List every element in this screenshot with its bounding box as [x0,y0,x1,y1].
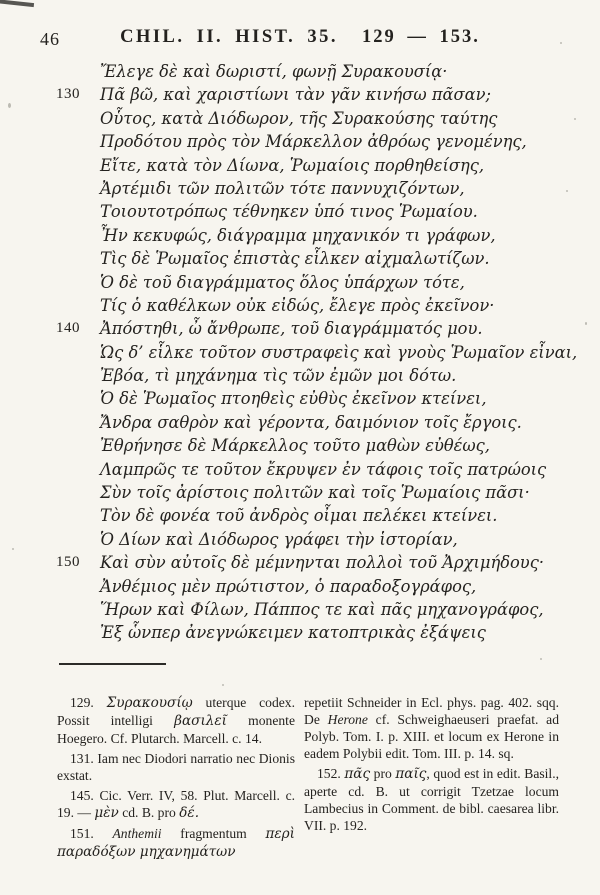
verse-text: Ὁ Δίων καὶ Διόδωρος γράφει τὴν ἱστορίαν, [100,529,458,549]
verse-text: Ἐθρήνησε δὲ Μάρκελλος τοῦτο μαθὼν εὐθέως, [100,436,490,456]
verse-text: Ἐβόα, τὶ μηχάνημα τὶς τῶν ἐμῶν μοι δότω. [100,366,457,386]
verse-line [0,60,600,83]
verse-line [0,621,600,644]
footnote-text: 152. [317,766,345,781]
footnote-text: 129. [70,695,107,710]
footnote-text: , quod est in edit. Basil., aperte cd. B. ut corrigit Tzetzae locum Lambecius in Comment. de bibl. caesarea libr. VII. p. 192. [304,766,560,833]
footnote-italic-text: Herone [327,712,368,727]
verse-line [0,598,600,621]
verse-text: Πᾶ βῶ, καὶ χαριστίωνι τὰν γᾶν κινήσω πᾶσαν; [100,85,492,105]
verse-number: 130 [56,86,80,103]
verse-line [0,247,600,270]
footnote-131 [57,750,295,784]
verse-line [0,411,600,434]
footnote-text: uterque codex. Possit intelligi [57,695,296,728]
verse-line [0,130,600,153]
footnote-text: cf. Schweighaeuseri praefat. ad Polyb. Tom. I. p. XIII. et locum ex Herone in eadem Polybii edit. Tom. III. p. 14. sq. [304,712,559,761]
footnote-text: cd. B. pro [118,805,180,820]
running-title [0,27,600,48]
verse-line [0,294,600,317]
verse-text: Σὺν τοῖς ἀρίστοις πολιτῶν καὶ τοῖς Ῥωμαίοις πᾶσι· [100,483,530,503]
verse-block [0,60,600,645]
verse-text: Προδότου πρὸς τὸν Μάρκελλον ἀθρόως γενομένης, [100,132,527,152]
verse-line [0,177,600,200]
footnote-text: 151. [70,826,113,841]
scan-speck [222,684,224,686]
verse-text: Ἥρων καὶ Φίλων, Πάππος τε καὶ πᾶς μηχανογράφος, [100,599,544,619]
verse-line [0,341,600,364]
footnote-151-continuation [304,694,559,762]
verse-number: 150 [56,554,80,571]
scan-artifact-corner-mark [0,0,34,7]
footnote-greek-text: μὲν [94,805,119,821]
verse-line [0,154,600,177]
footnote-greek-text: περὶ παραδόξων μηχανημάτων [57,826,296,860]
footnote-greek-text: Συρακουσίῳ [106,695,193,711]
verse-text: Τὶς δὲ Ῥωμαῖος ἐπιστὰς εἷλκεν αἰχμαλωτίζων. [100,249,490,269]
footnote-129 [57,694,295,747]
verse-text: Ἦν κεκυφώς, διάγραμμα μηχανικόν τι γράφων, [100,225,496,245]
footnote-151 [57,825,295,861]
verse-range: 129 — 153. [362,27,480,47]
verse-line [0,528,600,551]
verse-line [0,434,600,457]
verse-text: Τίς ὁ καθέλκων οὐκ εἰδώς, ἔλεγε πρὸς ἐκεῖνον· [100,295,495,315]
verse-line [0,224,600,247]
footnote-text: 131. Iam nec Diodori narratio nec Dionis exstat. [57,751,295,783]
verse-text: Εἴτε, κατὰ τὸν Δίωνα, Ῥωμαίοις πορθηθείσης, [100,155,485,175]
verse-line [0,271,600,294]
verse-line [0,575,600,598]
verse-line [0,551,600,574]
running-title-text: CHIL. II. HIST. 35. [120,27,339,47]
verse-text: Ἀνθέμιος μὲν πρώτιστον, ὁ παραδοξογράφος, [100,576,477,596]
verse-text: Λαμπρῶς τε τοῦτον ἔκρυψεν ἐν τάφοις τοῖς πατρώοις [100,459,547,479]
footnote-145 [57,787,295,822]
verse-text: Τοιουτοτρόπως τέθνηκεν ὑπό τινος Ῥωμαίου. [100,202,478,222]
verse-text: Ἐξ ὧνπερ ἀνεγνώκειμεν κατοπτρικὰς ἐξάψεις [100,623,486,643]
footnotes-left-column [57,694,295,864]
footnote-152 [304,765,559,834]
footnote-text: fragmentum [161,826,266,841]
page-header [0,27,600,53]
verse-line [0,387,600,410]
verse-text: Ἀπόστηθι, ὦ ἄνθρωπε, τοῦ διαγράμματός μου. [100,319,483,339]
verse-number: 140 [56,320,80,337]
verse-text: Ὁ δὲ Ῥωμαῖος πτοηθεὶς εὐθὺς ἐκεῖνον κτείνει, [100,389,487,409]
footnote-text: pro [370,766,396,781]
verse-text: Τὸν δὲ φονέα τοῦ ἀνδρὸς οἶμαι πελέκει κτείνει. [100,506,498,526]
verse-line [0,83,600,106]
verse-text: Ἔλεγε δὲ καὶ δωριστί, φωνῇ Συρακουσίᾳ· [100,62,448,81]
footnote-greek-text: παῖς [395,766,427,782]
footnote-greek-text: δέ. [179,805,200,821]
footnote-text: repetiit Schneider in Ecl. phys. pag. 402. sqq. De [304,695,559,727]
verse-text: Ὁ δὲ τοῦ διαγράμματος ὅλος ὑπάρχων τότε, [100,272,465,292]
verse-text: Καὶ σὺν αὐτοῖς δὲ μέμνηνται πολλοὶ τοῦ Ἀρχιμήδους· [100,553,544,573]
verse-line [0,364,600,387]
scan-speck [540,658,542,660]
verse-text: Ἄνδρα σαθρὸν καὶ γέροντα, δαιμόνιον τοῖς ἔργοις. [100,412,522,432]
footnote-text: 145. Cic. Verr. IV, 58. Plut. Marcell. c. 19. — [57,788,295,820]
footnotes-right-column [304,694,559,864]
footnote-italic-text: Anthemii [112,826,162,841]
verse-line [0,317,600,340]
verse-text: Οὗτος, κατὰ Διόδωρον, τῆς Συρακούσης ταύτης [100,108,498,128]
verse-line [0,481,600,504]
verse-line [0,504,600,527]
verse-line [0,200,600,223]
verse-line [0,458,600,481]
footnote-greek-text: πᾶς [344,766,371,782]
page-number: 46 [40,29,60,49]
footnote-separator-rule [59,663,166,665]
footnote-greek-text: βασιλεῖ [174,713,228,729]
verse-line [0,107,600,130]
verse-text: Ὡς δ’ εἷλκε τοῦτον συστραφεὶς καὶ γνοὺς Ῥωμαῖον εἶναι, [100,342,578,362]
footnote-text: monente Hoegero. Cf. Plutarch. Marcell. c. 14. [57,713,295,746]
footnotes [57,694,559,864]
verse-text: Ἀρτέμιδι τῶν πολιτῶν τότε παννυχιζόντων, [100,178,465,198]
